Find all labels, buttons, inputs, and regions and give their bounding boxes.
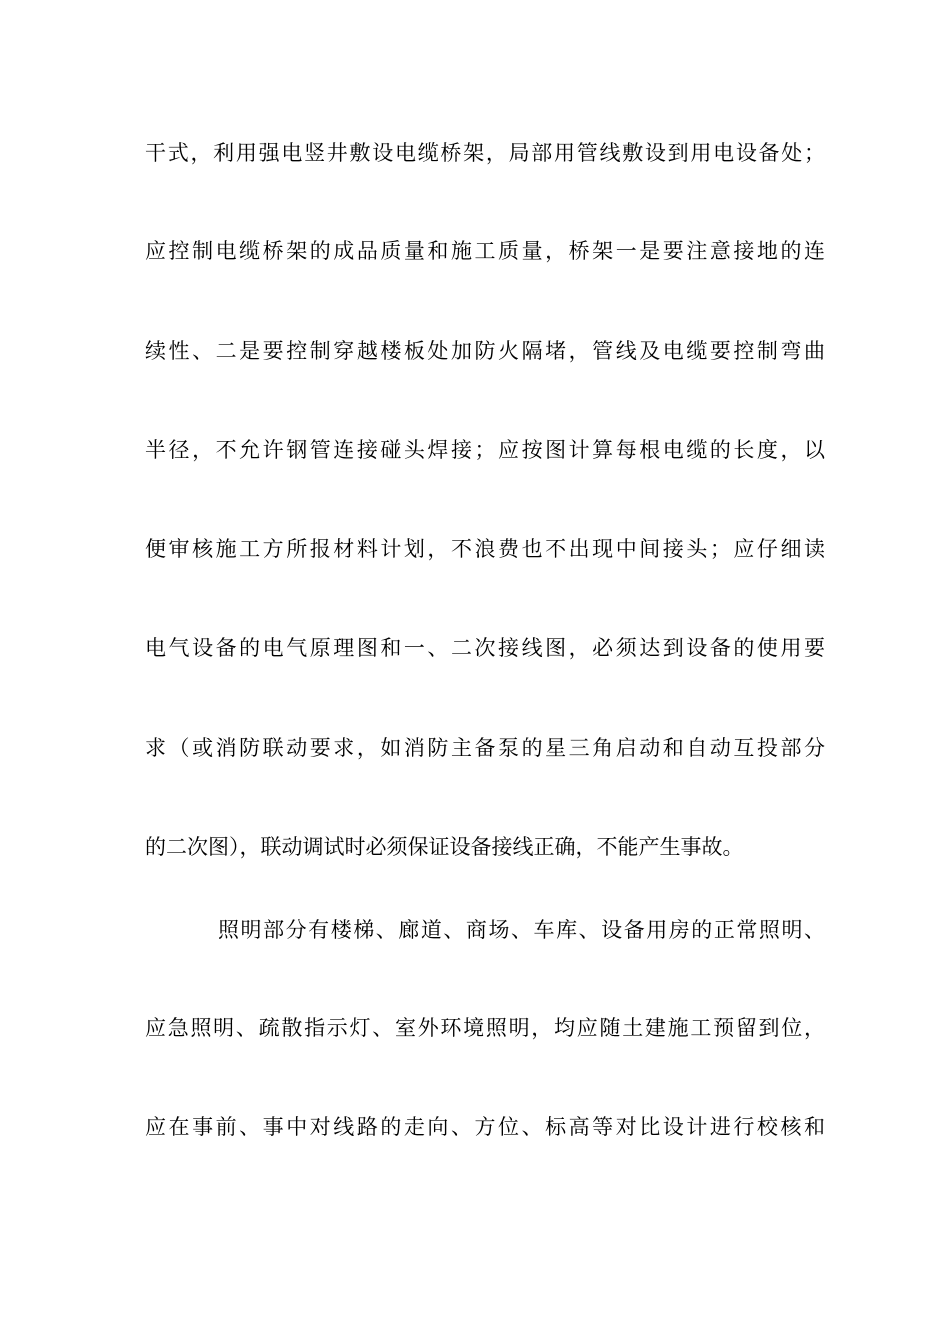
text-line-11: 应在事前、事中对线路的走向、方位、标高等对比设计进行校核和 <box>145 1115 825 1139</box>
text-line-4: 半径，不允许钢管连接碰头焊接；应按图计算每根电缆的长度，以 <box>145 438 825 462</box>
text-line-3: 续性、二是要控制穿越楼板处加防火隔堵，管线及电缆要控制弯曲 <box>145 339 825 363</box>
text-line-7: 求（或消防联动要求，如消防主备泵的星三角启动和自动互投部分 <box>145 736 825 760</box>
text-line-10: 应急照明、疏散指示灯、室外环境照明，均应随土建施工预留到位， <box>145 1016 825 1040</box>
text-line-9-paragraph-start: 照明部分有楼梯、廊道、商场、车库、设备用房的正常照明、 <box>218 918 825 942</box>
text-line-2: 应控制电缆桥架的成品质量和施工质量，桥架一是要注意接地的连 <box>145 239 825 263</box>
text-line-8: 的二次图），联动调试时必须保证设备接线正确，不能产生事故。 <box>145 835 744 859</box>
text-line-5: 便审核施工方所报材料计划，不浪费也不出现中间接头；应仔细读 <box>145 537 825 561</box>
text-line-6: 电气设备的电气原理图和一、二次接线图，必须达到设备的使用要 <box>145 636 825 660</box>
text-line-1: 干式，利用强电竖井敷设电缆桥架，局部用管线敷设到用电设备处； <box>145 141 825 165</box>
